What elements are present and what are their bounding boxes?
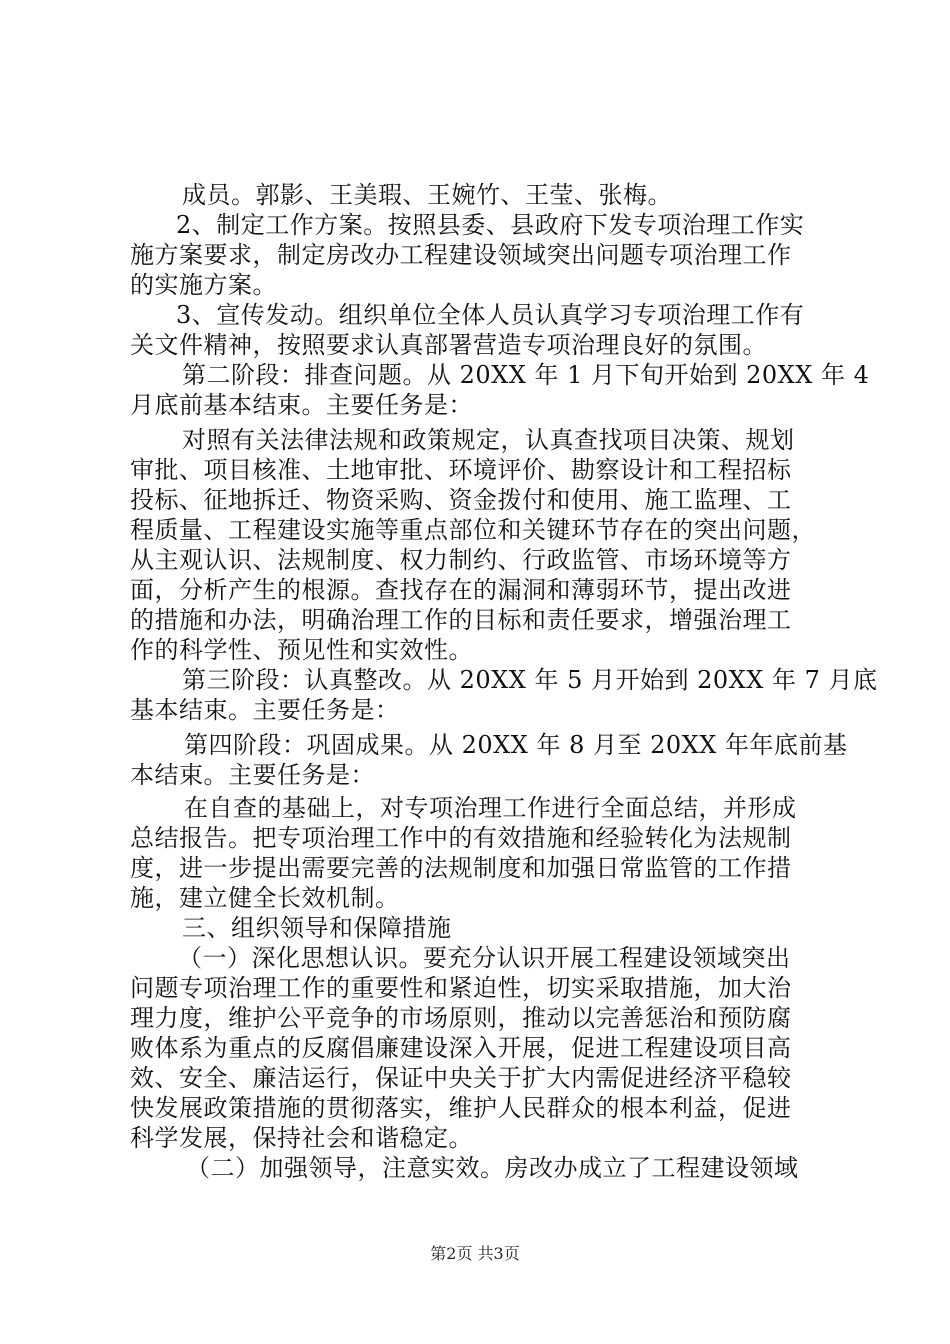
text-line: 第四阶段：巩固成果。从 20XX 年 8 月至 20XX 年年底前基 (184, 731, 848, 759)
text-line: 3、宣传发动。组织单位全体人员认真学习专项治理工作有 (176, 301, 805, 329)
text-line: 审批、项目核准、土地审批、环境评价、勘察设计和工程招标 (130, 456, 792, 484)
text-line: 成员。郭影、王美瑕、王婉竹、王莹、张梅。 (182, 181, 672, 209)
text-line: 科学发展，保持社会和谐稳定。 (130, 1124, 473, 1152)
text-line: 本结束。主要任务是： (130, 761, 375, 789)
text-line: 的措施和办法，明确治理工作的目标和责任要求，增强治理工 (130, 606, 792, 634)
text-line: 理力度，维护公平竞争的市场原则，推动以完善惩治和预防腐 (130, 1004, 792, 1032)
text-line: （一）深化思想认识。要充分认识开展工程建设领域突出 (178, 944, 791, 972)
text-line: 基本结束。主要任务是： (130, 696, 400, 724)
text-line: 面，分析产生的根源。查找存在的漏洞和薄弱环节，提出改进 (130, 576, 792, 604)
text-line: 程质量、工程建设实施等重点部位和关键环节存在的突出问题， (130, 516, 816, 544)
text-line: 快发展政策措施的贯彻落实，维护人民群众的根本利益，促进 (130, 1094, 792, 1122)
text-line: 月底前基本结束。主要任务是： (130, 391, 473, 419)
page-number-footer: 第2页 共3页 (430, 1244, 520, 1263)
text-line: 在自查的基础上，对专项治理工作进行全面总结，并形成 (184, 794, 797, 822)
text-line: 效、安全、廉洁运行，保证中央关于扩大内需促进经济平稳较 (130, 1064, 792, 1092)
text-line: 总结报告。把专项治理工作中的有效措施和经验转化为法规制 (130, 824, 792, 852)
text-line: 问题专项治理工作的重要性和紧迫性，切实采取措施，加大治 (130, 974, 792, 1002)
text-line: （二）加强领导，注意实效。房改办成立了工程建设领域 (186, 1154, 799, 1182)
text-line: 第三阶段：认真整改。从 20XX 年 5 月开始到 20XX 年 7 月底 (182, 666, 878, 694)
text-line: 对照有关法律法规和政策规定，认真查找项目决策、规划 (182, 426, 795, 454)
text-line: 2、制定工作方案。按照县委、县政府下发专项治理工作实 (176, 211, 805, 239)
text-line: 投标、征地拆迁、物资采购、资金拨付和使用、施工监理、工 (130, 486, 792, 514)
text-line: 从主观认识、法规制度、权力制约、行政监管、市场环境等方 (130, 546, 792, 574)
text-line: 施方案要求，制定房改办工程建设领域突出问题专项治理工作 (130, 241, 792, 269)
section-heading: 三、组织领导和保障措施 (182, 914, 452, 942)
text-line: 度，进一步提出需要完善的法规制度和加强日常监管的工作措 (130, 854, 792, 882)
text-line: 败体系为重点的反腐倡廉建设深入开展，促进工程建设项目高 (130, 1034, 792, 1062)
text-line: 作的科学性、预见性和实效性。 (130, 636, 473, 664)
text-line: 关文件精神，按照要求认真部署营造专项治理良好的氛围。 (130, 331, 767, 359)
text-line: 施，建立健全长效机制。 (130, 884, 400, 912)
text-line: 的实施方案。 (130, 271, 277, 299)
text-line: 第二阶段：排查问题。从 20XX 年 1 月下旬开始到 20XX 年 4 (182, 361, 870, 389)
